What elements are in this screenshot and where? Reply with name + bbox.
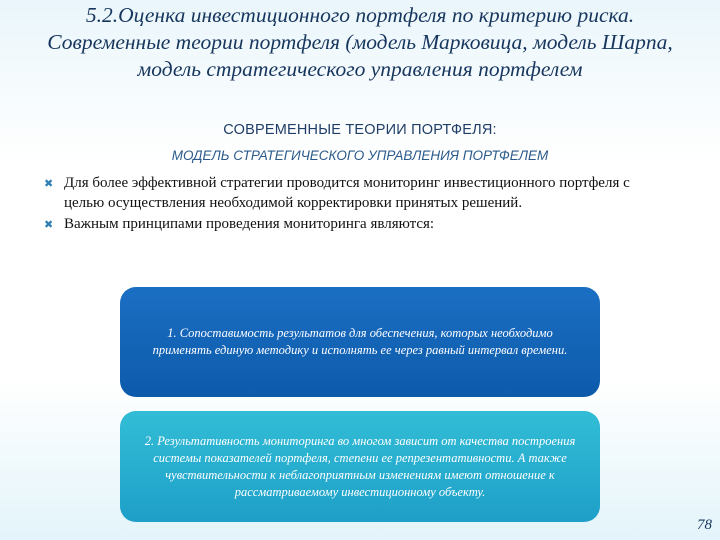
bullet-item — [42, 214, 642, 234]
bullet-text: Для более эффективной стратегии проводится мониторинг инвестиционного портфеля с целью осуществления необходимой корректировки принятых решений. — [64, 175, 630, 211]
page-number: 78 — [697, 517, 712, 533]
section-heading: СОВРЕМЕННЫЕ ТЕОРИИ ПОРТФЕЛЯ: — [223, 122, 497, 138]
principle-text: 1. Сопоставимость результатов для обеспечения, которых необходимо применять единую методику и исполнять ее через равный интервал времени. — [152, 326, 568, 357]
section-subheading: МОДЕЛЬ СТРАТЕГИЧЕСКОГО УПРАВЛЕНИЯ ПОРТФЕЛЕМ — [171, 148, 549, 163]
x-bullet-icon: ✖ — [44, 218, 54, 231]
bullet-text: Важным принципами проведения мониторинга являются: — [64, 216, 435, 232]
principle-box-2 — [120, 411, 600, 522]
bullet-list — [42, 173, 642, 235]
principle-box-1 — [120, 287, 600, 397]
bullet-item — [42, 173, 642, 213]
slide-title: 5.2.Оценка инвестиционного портфеля по критерию риска. Современные теории портфеля (модель Марковица, модель Шарпа, модель стратегического управления портфелем — [47, 3, 673, 81]
principle-text: 2. Результативность мониторинга во многом зависит от качества построения системы показателей портфеля, степени ее репрезентативности. А также чувствительности к неблагоприятным изменениям имеют отношение к рассматриваемому инвестиционному объекту. — [144, 433, 576, 499]
x-bullet-icon: ✖ — [44, 177, 54, 190]
